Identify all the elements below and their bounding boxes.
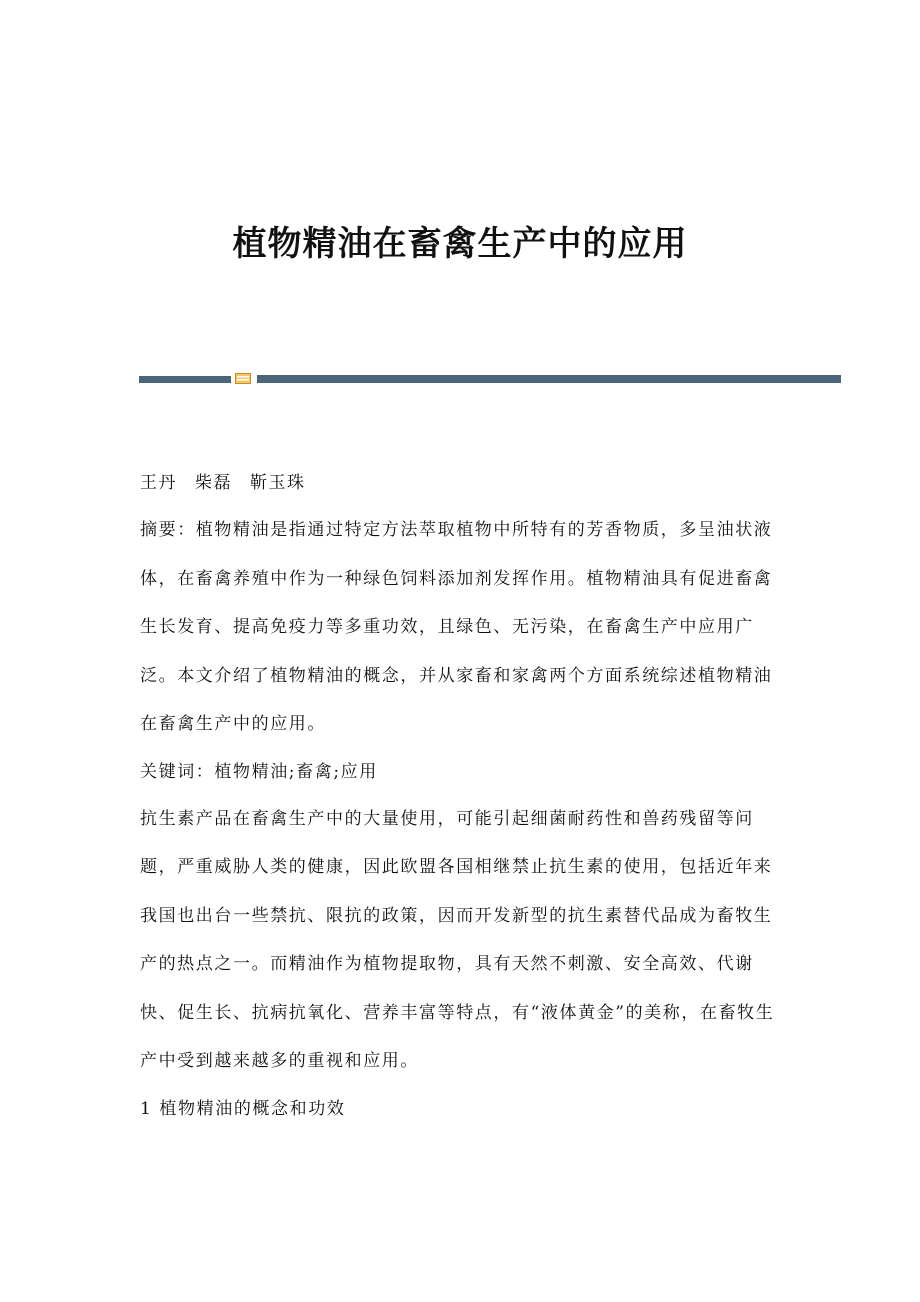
document-title: 植物精油在畜禽生产中的应用 (232, 224, 688, 264)
abstract-paragraph: 摘要：植物精油是指通过特定方法萃取植物中所特有的芳香物质，多呈油状液体，在畜禽养殖中作为一种绿色饲料添加剂发挥作用。植物精油具有促进畜禽生长发育、提高免疫力等多重功效，且绿色、无污染，在畜禽生产中应用广泛。本文介绍了植物精油的概念，并从家畜和家禽两个方面系统综述植物精油在畜禽生产中的应用。 (140, 520, 773, 734)
author-name: 靳玉珠 (250, 473, 306, 493)
author-name: 王丹 (140, 473, 177, 493)
divider-badge-icon (235, 373, 251, 384)
divider-bar-left (139, 376, 231, 383)
intro-paragraph: 抗生素产品在畜禽生产中的大量使用，可能引起细菌耐药性和兽药残留等问题，严重威胁人类的健康，因此欧盟各国相继禁止抗生素的使用，包括近年来我国也出台一些禁抗、限抗的政策，因而开发新型的抗生素替代品成为畜牧生产的热点之一。而精油作为植物提取物，具有天然不刺激、安全高效、代谢快、促生长、抗病抗氧化、营养丰富等特点，有“液体黄金”的美称，在畜牧生产中受到越来越多的重视和应用。 (140, 808, 775, 1071)
authors-line (140, 468, 790, 498)
keywords-line: 关键词：植物精油;畜禽;应用 (140, 761, 378, 782)
document-body (140, 468, 790, 1141)
title-divider (139, 372, 841, 386)
author-name: 柴磊 (195, 473, 232, 493)
section-heading: 1 植物精油的概念和功效 (140, 1098, 346, 1119)
divider-bar-right (257, 375, 841, 383)
